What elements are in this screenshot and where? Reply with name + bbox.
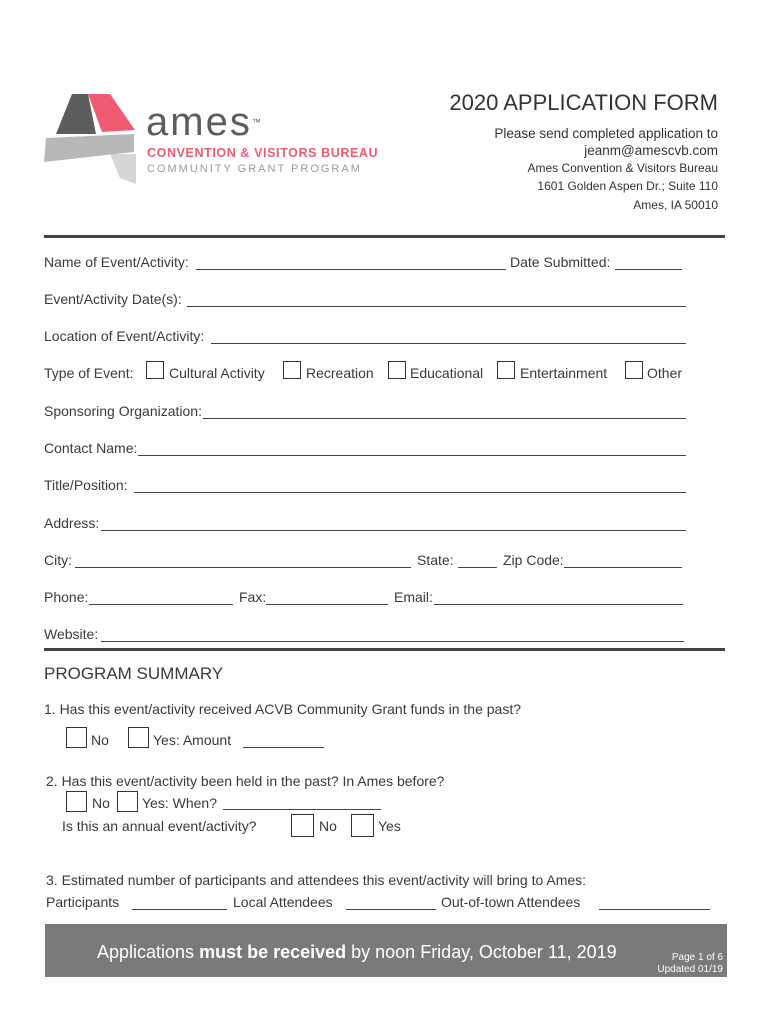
type-of-event-label: Type of Event: [44, 365, 134, 381]
recreation-checkbox[interactable] [283, 361, 301, 379]
recreation-label: Recreation [306, 365, 374, 381]
address-label: Address: [44, 515, 100, 531]
name-of-event-label: Name of Event/Activity: [44, 254, 189, 270]
send-line: Please send completed application to [494, 126, 718, 141]
phone-label: Phone: [44, 589, 89, 605]
q2-no-label: No [92, 795, 110, 811]
q1-no-label: No [91, 732, 109, 748]
question-1: 1. Has this event/activity received ACVB Community Grant funds in the past? [44, 701, 521, 717]
fax-field[interactable] [266, 604, 388, 605]
sponsoring-label: Sponsoring Organization: [44, 403, 202, 419]
cultural-activity-checkbox[interactable] [146, 361, 164, 379]
participants-field[interactable] [132, 909, 227, 910]
ames-logo-icon [40, 88, 140, 188]
q2b-yes-checkbox[interactable] [351, 814, 374, 837]
website-label: Website: [44, 626, 99, 642]
q2-yes-checkbox[interactable] [117, 791, 138, 812]
state-field[interactable] [458, 567, 497, 568]
deadline-text: Applications must be received by noon Friday, October 11, 2019 [97, 942, 617, 962]
zip-label: Zip Code: [503, 552, 564, 568]
email-label: Email: [394, 589, 433, 605]
email-field[interactable] [434, 604, 683, 605]
state-label: State: [417, 552, 454, 568]
location-field[interactable] [211, 343, 686, 344]
contact-label: Contact Name: [44, 440, 138, 456]
sponsoring-field[interactable] [203, 418, 686, 419]
header-divider [44, 235, 725, 238]
city-label: City: [44, 552, 72, 568]
contact-field[interactable] [138, 455, 686, 456]
question-2b: Is this an annual event/activity? [62, 818, 257, 834]
program-summary-heading: PROGRAM SUMMARY [44, 664, 224, 683]
zip-field[interactable] [564, 567, 682, 568]
event-dates-field[interactable] [187, 306, 686, 307]
logo-line2: COMMUNITY GRANT PROGRAM [147, 163, 362, 175]
address-field[interactable] [101, 530, 686, 531]
question-2: 2. Has this event/activity been held in the past? In Ames before? [46, 773, 445, 789]
educational-checkbox[interactable] [388, 361, 406, 379]
logo-line1: CONVENTION & VISITORS BUREAU [147, 146, 379, 160]
entertainment-checkbox[interactable] [497, 361, 515, 379]
q2b-no-label: No [319, 818, 337, 834]
org-name: Ames Convention & Visitors Bureau [527, 161, 718, 175]
footer-banner [45, 924, 727, 977]
name-of-event-field[interactable] [196, 269, 506, 270]
q2-no-checkbox[interactable] [66, 791, 87, 812]
summary-divider [44, 648, 725, 651]
q2b-no-checkbox[interactable] [291, 814, 314, 837]
cultural-activity-label: Cultural Activity [169, 365, 265, 381]
q2-yes-label: Yes: When? [142, 795, 217, 811]
q2b-yes-label: Yes [378, 818, 401, 834]
logo-name: ames™ [146, 100, 263, 144]
entertainment-label: Entertainment [520, 365, 608, 381]
address-line2: Ames, IA 50010 [633, 198, 718, 212]
educational-label: Educational [410, 365, 484, 381]
q1-amount-field[interactable] [243, 747, 324, 748]
local-attendees-label: Local Attendees [233, 894, 333, 910]
page-number: Page 1 of 6 [671, 952, 723, 963]
outoftown-attendees-field[interactable] [599, 909, 710, 910]
q1-yes-label: Yes: Amount [153, 732, 232, 748]
other-checkbox[interactable] [625, 361, 643, 379]
title-field[interactable] [134, 492, 686, 493]
participants-label: Participants [46, 894, 120, 910]
question-3: 3. Estimated number of participants and attendees this event/activity will bring to Ames: [46, 872, 587, 888]
fax-label: Fax: [239, 589, 267, 605]
location-label: Location of Event/Activity: [44, 328, 205, 344]
date-submitted-label: Date Submitted: [510, 254, 611, 270]
form-title: 2020 APPLICATION FORM [449, 90, 718, 115]
phone-field[interactable] [89, 604, 233, 605]
updated-date: Updated 01/19 [657, 964, 723, 975]
local-attendees-field[interactable] [346, 909, 436, 910]
outoftown-attendees-label: Out-of-town Attendees [441, 894, 581, 910]
q1-yes-checkbox[interactable] [128, 727, 149, 748]
logo [40, 88, 390, 188]
address-line1: 1601 Golden Aspen Dr.; Suite 110 [537, 179, 718, 193]
city-field[interactable] [75, 567, 411, 568]
website-field[interactable] [101, 641, 684, 642]
title-label: Title/Position: [44, 477, 128, 493]
other-label: Other [647, 365, 683, 381]
date-submitted-field[interactable] [615, 269, 682, 270]
q1-no-checkbox[interactable] [66, 727, 87, 748]
event-dates-label: Event/Activity Date(s): [44, 291, 182, 307]
q2-when-field[interactable] [223, 809, 381, 810]
email-link[interactable]: jeanm@amescvb.com [584, 143, 718, 158]
